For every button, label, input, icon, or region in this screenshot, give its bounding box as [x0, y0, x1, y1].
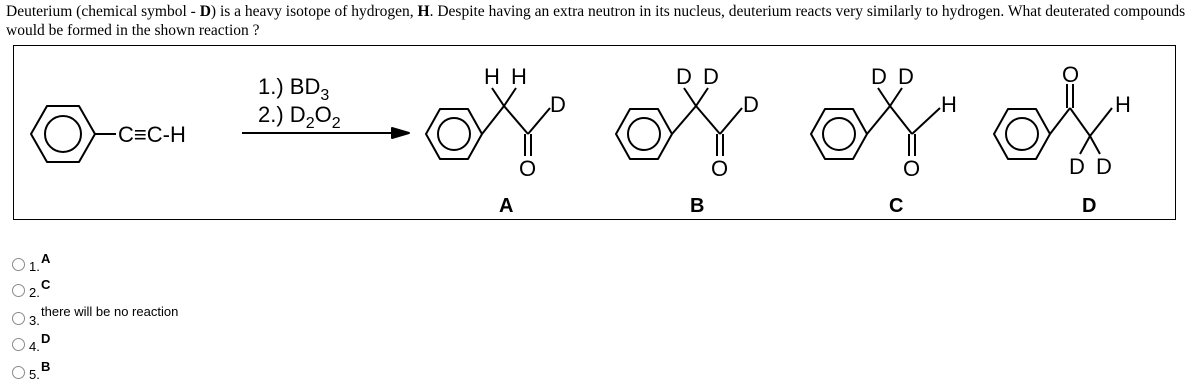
product-d-bottom-atom-2: D [1096, 154, 1112, 179]
product-c-oxygen: O [903, 156, 921, 181]
option-label: C [41, 277, 51, 292]
question-part-2: ) is a heavy isotope of hydrogen, [210, 3, 418, 20]
option-number: 3. [29, 313, 40, 328]
question-part-3: . Despite having an extra neutron in its nucleus, deuterium reacts very similarly to hydrogen. What deuterated compounds would be formed in the shown reaction ? [6, 3, 1186, 39]
product-b-oxygen: O [711, 156, 729, 181]
product-c-side-atom: H [941, 92, 957, 117]
product-b-top-atom-2: D [703, 64, 719, 89]
product-b-structure [616, 88, 742, 159]
option-label: there will be no reaction [41, 304, 179, 319]
hydrogen-symbol: H [417, 3, 430, 20]
product-b-letter: B [690, 195, 705, 217]
product-d-side-atom: H [1115, 92, 1131, 117]
radio-button[interactable] [12, 258, 25, 271]
product-b-top-atom-1: D [676, 64, 692, 89]
radio-button[interactable] [12, 338, 25, 351]
deuterium-symbol: D [199, 3, 211, 20]
option-number: 1. [29, 259, 40, 274]
product-c-letter: C [889, 195, 904, 217]
product-d-bottom-atom-1: D [1069, 154, 1085, 179]
radio-button[interactable] [12, 312, 25, 325]
product-d-oxygen: O [1062, 62, 1080, 87]
radio-button[interactable] [12, 284, 25, 297]
product-d-letter: D [1082, 195, 1097, 217]
product-b-side-atom: D [743, 92, 759, 117]
radio-button[interactable] [12, 366, 25, 379]
reagent-step-2: 2.) $D_2O_2$ [258, 102, 341, 132]
reaction-arrow-head [392, 128, 409, 138]
option-5[interactable] [0, 358, 300, 388]
option-label: A [41, 251, 51, 266]
option-number: 5. [29, 367, 40, 382]
option-4[interactable] [0, 330, 300, 360]
product-c-structure [811, 88, 940, 159]
option-number: 2. [29, 285, 40, 300]
product-a-side-atom: D [550, 92, 566, 117]
question-text [6, 2, 1196, 40]
product-a-top-atom-2: H [511, 64, 527, 89]
reaction-diagram [14, 46, 1177, 221]
product-a-structure [426, 88, 550, 159]
product-a-top-atom-1: H [484, 64, 500, 89]
option-label: B [41, 359, 51, 374]
alkyne-label: C≡C-H [118, 122, 186, 147]
option-3[interactable] [0, 302, 300, 332]
benzene-ring-start [31, 106, 95, 162]
product-c-top-atom-2: D [898, 64, 914, 89]
reagent-step-1: 1.) $BD_3$ [258, 74, 330, 104]
product-d-structure [994, 84, 1112, 159]
product-a-letter: A [499, 195, 514, 217]
question-part-1: Deuterium (chemical symbol - [6, 3, 200, 20]
option-label: D [41, 331, 51, 346]
option-number: 4. [29, 339, 40, 354]
product-c-top-atom-1: D [871, 64, 887, 89]
reaction-figure [13, 45, 1176, 220]
product-a-oxygen: O [519, 156, 537, 181]
